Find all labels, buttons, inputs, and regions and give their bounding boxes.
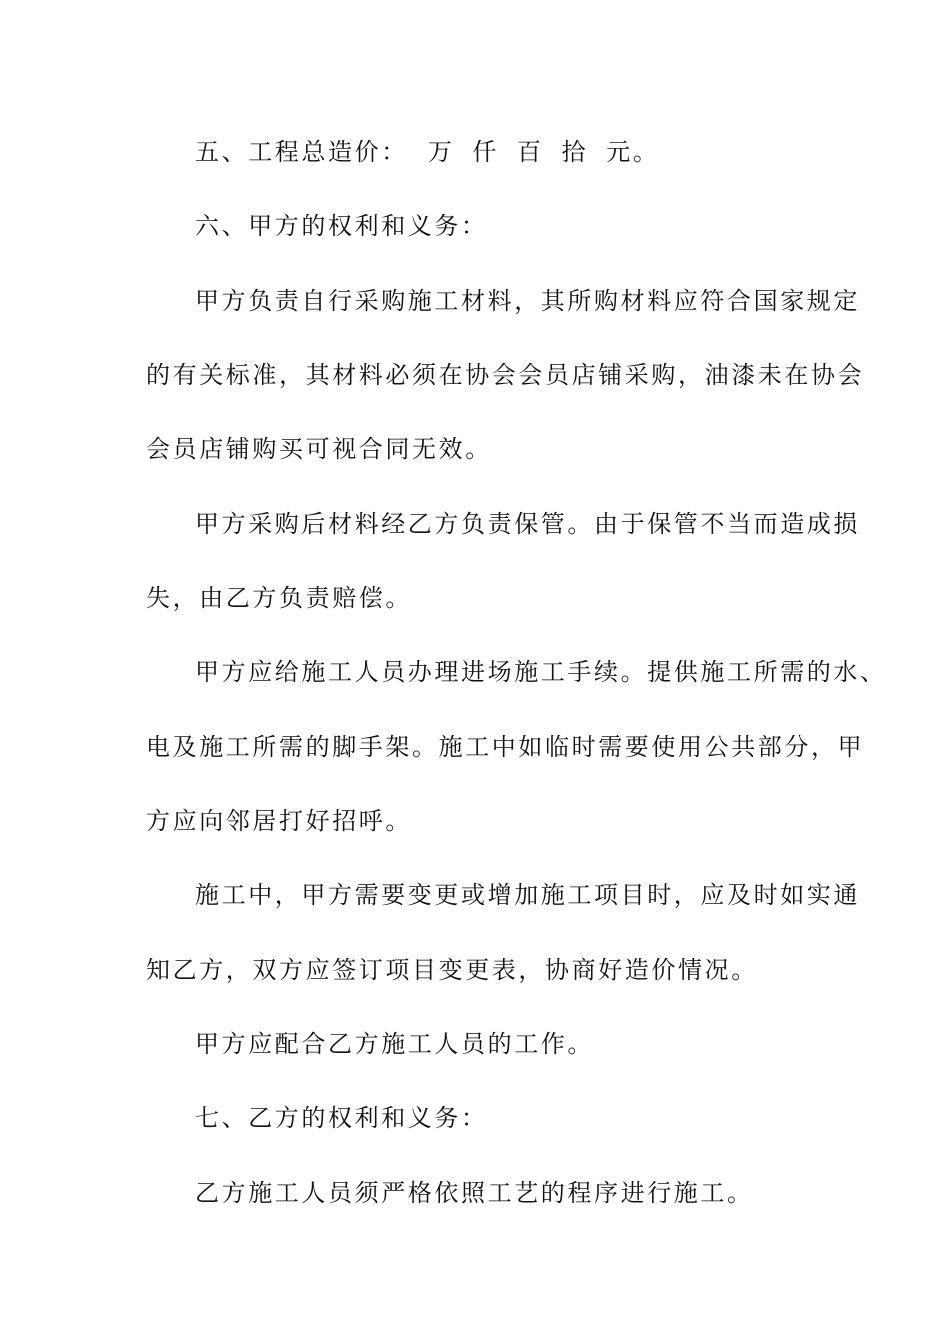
unit-bai: 百 [517,138,544,166]
paragraph-line: 甲方应配合乙方施工人员的工作。 [195,1030,594,1058]
paragraph-line: 知乙方，双方应签订项目变更表，协商好造价情况。 [146,956,758,984]
unit-yuan: 元。 [606,138,660,166]
paragraph-line: 电及施工所需的脚手架。施工中如临时需要使用公共部分，甲 [146,733,865,761]
paragraph-line: 的有关标准，其材料必须在协会会员店铺采购，油漆未在协会 [146,361,865,389]
paragraph-line: 甲方应给施工人员办理进场施工手续。提供施工所需的水、 [195,658,887,686]
total-cost-label: 五、工程总造价： [195,138,408,166]
paragraph-line: 施工中，甲方需要变更或增加施工项目时，应及时如实通 [195,881,860,909]
total-cost-line [195,136,815,168]
section-heading-party-b: 七、乙方的权利和义务： [195,1104,488,1132]
paragraph-line: 失，由乙方负责赔偿。 [146,584,412,612]
section-heading-party-a: 六、甲方的权利和义务： [195,212,488,240]
paragraph-line: 会员店铺购买可视合同无效。 [146,435,492,463]
unit-shi: 拾 [561,138,589,166]
paragraph-line: 乙方施工人员须严格依照工艺的程序进行施工。 [195,1179,754,1207]
paragraph-line: 方应向邻居打好招呼。 [146,807,412,835]
unit-wan: 万 [427,138,455,166]
paragraph-line: 甲方采购后材料经乙方负责保管。由于保管不当而造成损 [195,510,860,538]
paragraph-line: 甲方负责自行采购施工材料，其所购材料应符合国家规定 [195,287,860,315]
unit-qian: 仟 [472,138,500,166]
